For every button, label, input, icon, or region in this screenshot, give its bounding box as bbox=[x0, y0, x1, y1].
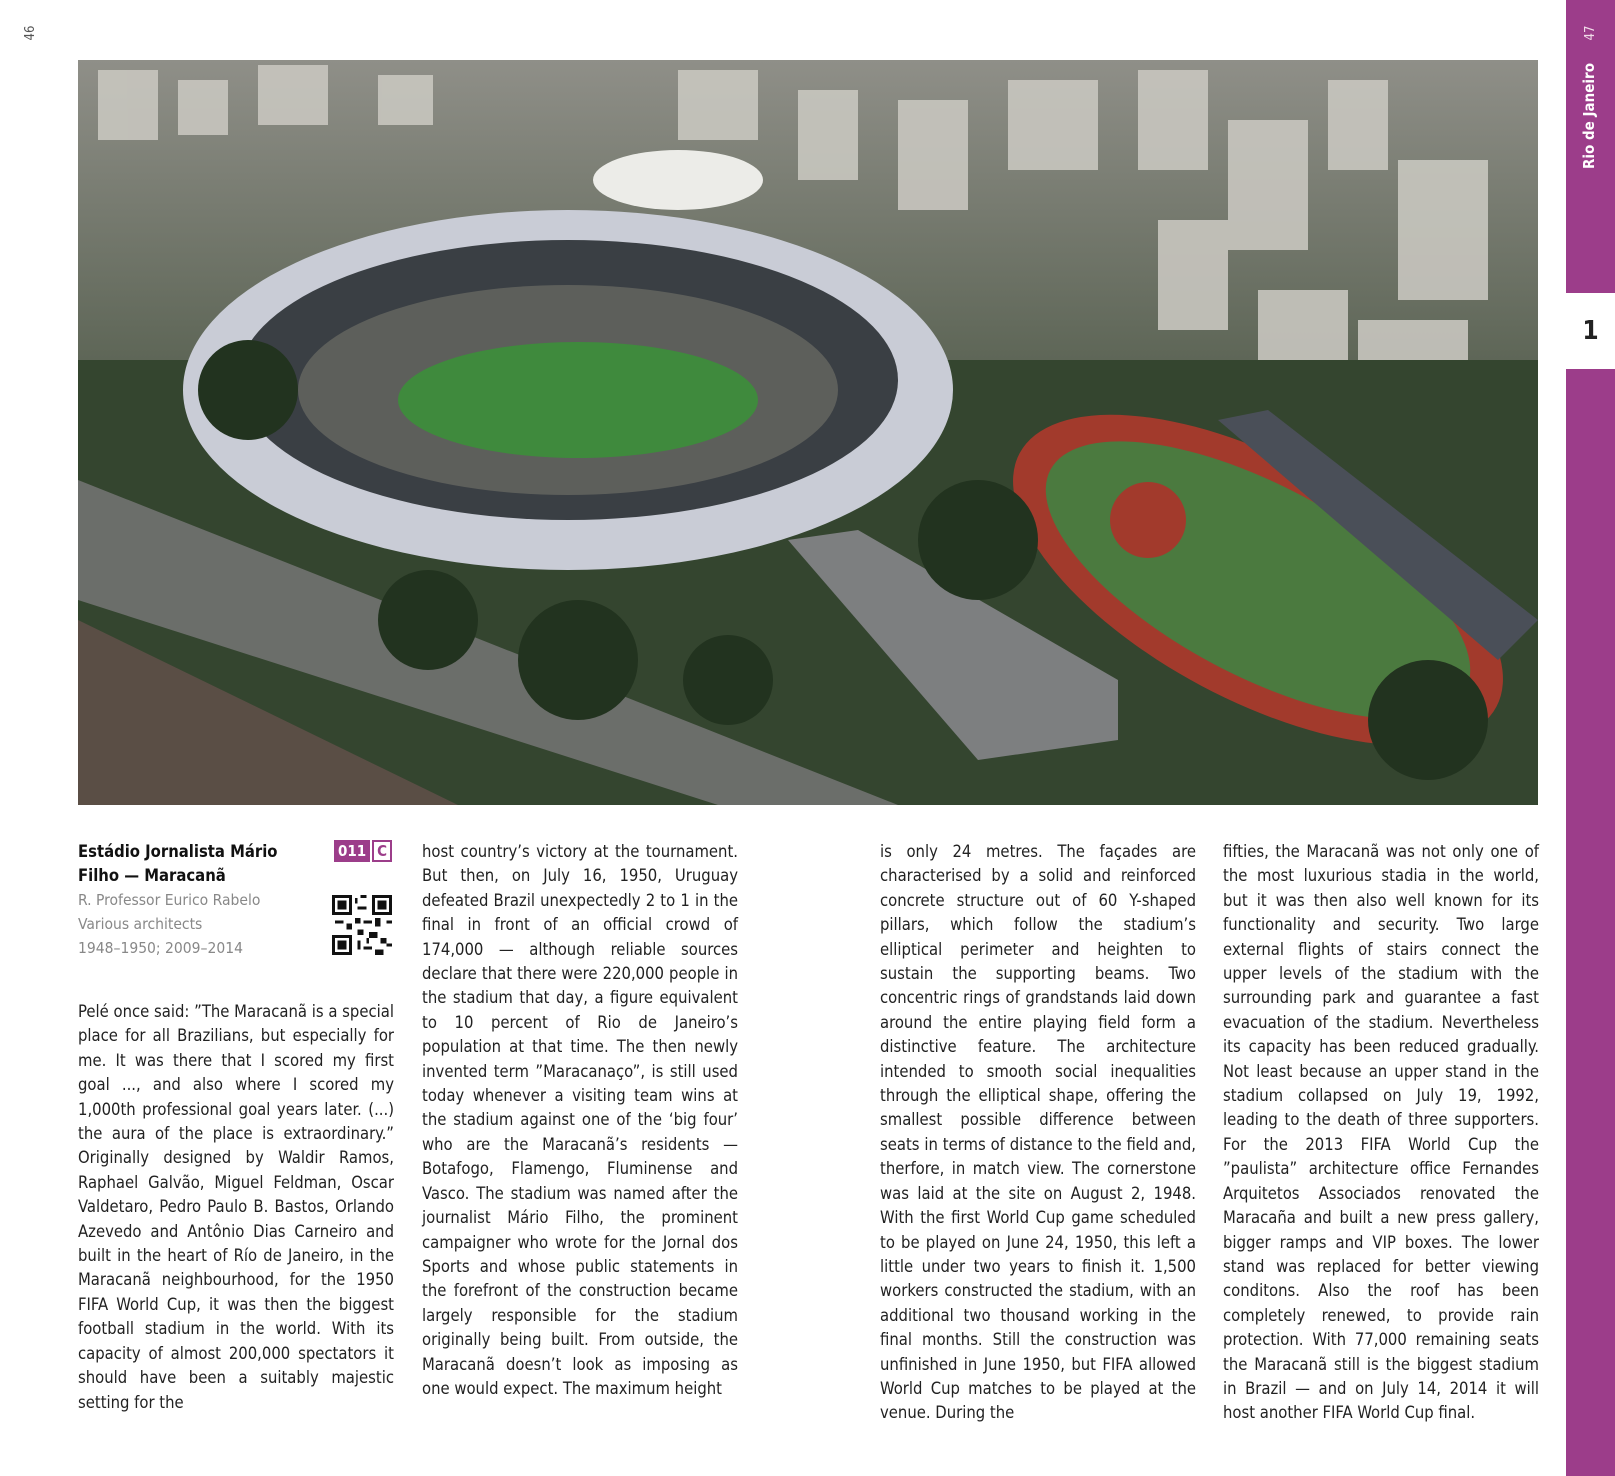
section-number: 1 bbox=[1582, 316, 1599, 346]
city-tab-label: Rio de Janeiro bbox=[1580, 63, 1598, 169]
body-paragraph: fifties, the Maracanã was not only one of the most luxurious stadia in the world, but it was then also well known for its functionality and security. Two large external flights of stairs connect the upper levels of the stadium with the surrounding park and guarantee a fast evacuation of the stadium. Nevertheless its capacity has been reduced gradually. Not least because an upper stand in the stadium collapsed on July 19, 1992, leading to the death of three supporters. For the 2013 FIFA World Cup the ”paulista” architecture office Fernandes Arquitetos Associados renovated the Maracaña and built a new press gallery, bigger ramps and VIP boxes. The lower stand was replaced for better viewing conditons. Also the roof has been completely renewed, to provide rain protection. With 77,000 remaining seats the Maracanã still is the biggest stadium in Brazil — and on July 14, 2014 it will host another FIFA World Cup final. bbox=[1223, 842, 1539, 1423]
body-paragraph: host country’s victory at the tournament. But then, on July 16, 1950, Uruguay defeated Brazil unexpectedly 2 to 1 in the final in front of an official crowd of 174,000 — although reliable sources declare that there were 220,000 people in the stadium that day, a figure equivalent to 10 percent of Rio de Janeiro’s population at that time. The then newly invented term ”Maracanaço”, is still used today whenever a visiting team wins at the stadium against one of the ‘big four’ who are the Maracanã’s residents — Botafogo, Flamengo, Fluminense and Vasco. The stadium was named after the journalist Mário Filho, the prominent campaigner who wrote for the Jornal dos Sports and whose public statements in the forefront of the construction became largely responsible for the stadium originally being built. From outside, the Maracanã doesn’t look as imposing as one would expect. The maximum height bbox=[422, 842, 738, 1398]
chapter-tab-bottom bbox=[1566, 369, 1615, 1476]
right-page-number: 47 bbox=[1582, 25, 1598, 41]
body-column-2 bbox=[422, 840, 738, 1401]
entry-code-letter: C bbox=[372, 840, 392, 862]
entry-code-badge bbox=[334, 840, 392, 862]
body-column-4 bbox=[1223, 840, 1539, 1426]
body-paragraph: is only 24 metres. The façades are characterised by a solid and reinforced concrete structure out of 60 Y-shaped pillars, which follow the stadium’s elliptical perimeter and heighten to sustain the supporting beams. Two concentric rings of grandstands laid down around the entire playing field form a distinctive feature. The architecture intended to smooth social inequalities through the elliptical shape, offering the smallest possible difference between seats in terms of distance to the field and, therfore, in match view. The cornerstone was laid at the site on August 2, 1948. With the first World Cup game scheduled to be played on June 24, 1950, this left a little under two years to finish it. 1,500 workers constructed the stadium, with an additional two thousand working in the final months. Still the construction was unfinished in June 1950, but FIFA allowed World Cup matches to be played at the venue. During the bbox=[880, 842, 1196, 1423]
stadium-aerial-photo bbox=[78, 60, 1538, 805]
body-column-3 bbox=[880, 840, 1196, 1426]
entry-code-number: 011 bbox=[334, 840, 370, 862]
qr-code-icon[interactable] bbox=[332, 895, 392, 955]
aerial-stadium-photo-icon bbox=[78, 60, 1538, 805]
entry-title: Estádio Jornalista Mário Filho — Maracanã bbox=[78, 842, 278, 885]
body-paragraph: Pelé once said: ”The Maracanã is a special place for all Brazilians, but especially for me. It was there that I scored my first goal ..., and also where I scored my 1,000th professional goal years later. (...) the aura of the place is extraordinary.” Originally designed by Waldir Ramos, Raphael Galvão, Miguel Feldman, Oscar Valdetaro, Pedro Paulo B. Bastos, Orlando Azevedo and Antônio Dias Carneiro and built in the heart of Río de Janeiro, in the Maracanã neighbourhood, for the 1950 FIFA World Cup, it was then the biggest football stadium in the world. With its capacity of almost 200,000 spectators it should have been a suitably majestic setting for the bbox=[78, 1002, 394, 1412]
entry-years: 1948–1950; 2009–2014 bbox=[78, 939, 243, 957]
entry-architects: Various architects bbox=[78, 915, 203, 933]
body-column-1 bbox=[78, 1000, 394, 1415]
entry-address: R. Professor Eurico Rabelo bbox=[78, 891, 261, 909]
left-page-number: 46 bbox=[22, 25, 38, 41]
